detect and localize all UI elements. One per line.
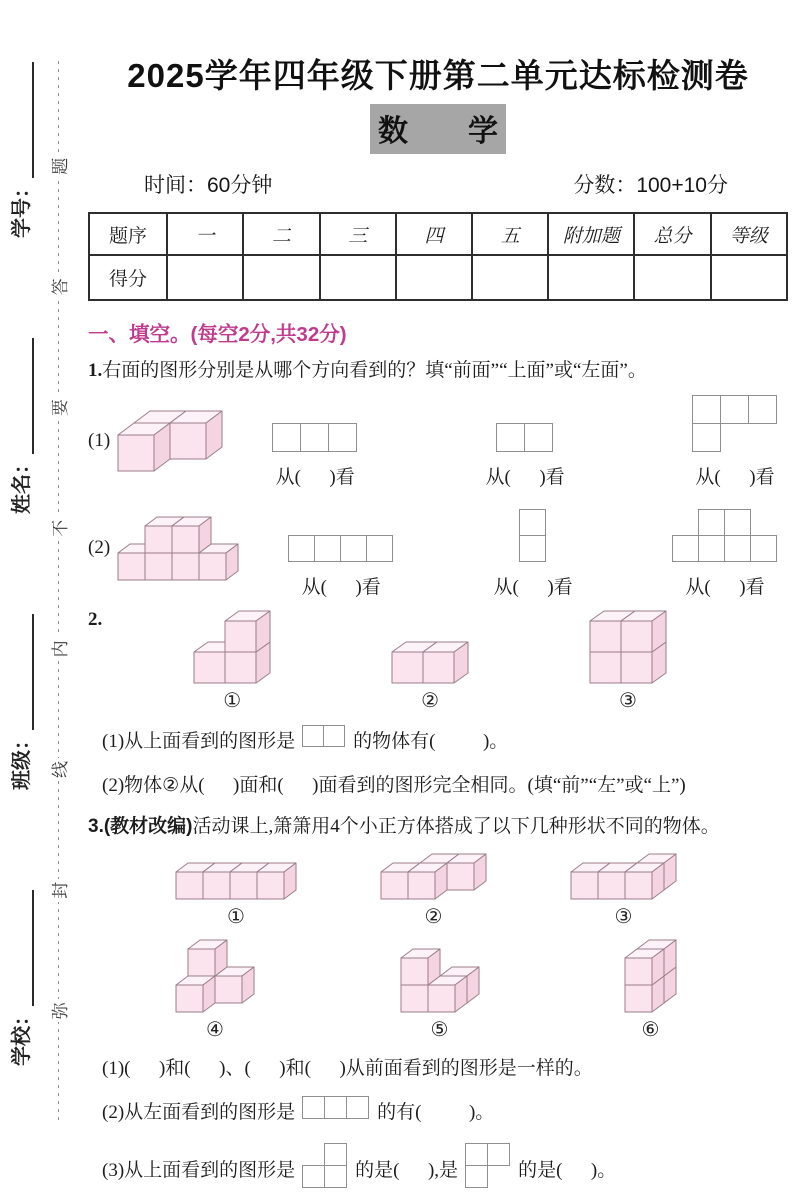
- cube-figure: [192, 609, 272, 685]
- field-blank-line: [16, 338, 34, 454]
- view-grid: [302, 1096, 370, 1120]
- cube-solid-figure: [116, 515, 240, 582]
- score-table-header-cell: 等级: [711, 213, 787, 255]
- view-option: [486, 393, 565, 489]
- subject-title: 数 学: [370, 104, 506, 154]
- score-table-header-cell: 五: [472, 213, 548, 255]
- field-label: 姓名：: [10, 454, 33, 514]
- grid-cell: [519, 535, 546, 562]
- view-options: [240, 497, 788, 599]
- question2-sub1: (1)从上面看到的图形是 的物体有( )。: [102, 725, 788, 757]
- grid-cell: [302, 725, 324, 747]
- score-table-header-row: [89, 213, 787, 255]
- figure-number-label: ②: [421, 688, 440, 713]
- figure-number-label: ③: [614, 903, 633, 928]
- view-caption: 从( )看: [685, 577, 765, 599]
- question3-number: 3.(教材改编): [88, 816, 193, 838]
- grid-cell: [300, 423, 329, 452]
- grid-cell: [720, 395, 749, 424]
- numbered-figure: [174, 861, 298, 928]
- seal-line-character: 不: [46, 517, 71, 540]
- page-title: 2025学年四年级下册第二单元达标检测卷: [127, 57, 749, 94]
- grid-cell: [324, 1143, 347, 1166]
- question3-sub3: (3)从上面看到的图形是 的是( ),是 的是( )。: [102, 1143, 788, 1198]
- score-table-header-cell: 附加题: [548, 213, 634, 255]
- top-view-shape: [302, 725, 346, 757]
- numbered-figure: [390, 640, 470, 712]
- grid-cell: [465, 1165, 488, 1188]
- grid-cell: [672, 535, 699, 562]
- view-grid: [302, 725, 346, 748]
- seal-line-character: 题: [46, 155, 71, 178]
- grid-cell: [465, 1143, 488, 1166]
- score-cell-empty: [634, 255, 710, 300]
- seal-line-character: 要: [46, 396, 71, 419]
- score-table-header-cell: 总分: [634, 213, 710, 255]
- view-grid: [302, 1143, 348, 1189]
- view-caption: 从( )看: [695, 467, 775, 489]
- part1-label: (1): [88, 430, 111, 452]
- cube-figure: [623, 938, 678, 1014]
- grid-cell: [748, 395, 777, 424]
- grid-cell: [698, 509, 725, 536]
- figure-number-label: ⑥: [641, 1016, 660, 1041]
- score-row-label: 得分: [89, 255, 167, 300]
- grid-cell: [496, 423, 525, 452]
- student-info-field: [5, 338, 34, 514]
- view-caption: 从( )看: [493, 577, 573, 599]
- question3-figures-row1: [88, 852, 788, 928]
- score-table-header-cell: 题序: [89, 213, 167, 255]
- section1-heading: 一、填空。(每空2分,共32分): [88, 323, 347, 346]
- seal-line-character: 答: [46, 275, 71, 298]
- cube-figure: [569, 852, 678, 901]
- cube-figure: [399, 938, 481, 1014]
- part2-label: (2): [88, 537, 111, 559]
- grid-cell: [487, 1143, 510, 1166]
- cube-solid-figure: [116, 409, 224, 473]
- cube-figure: [174, 861, 298, 901]
- grid-cell: [698, 535, 725, 562]
- view-grid: [672, 509, 778, 563]
- question1-text: 1.右面的图形分别是从哪个方向看到的？填“前面”“上面”或“左面”。: [88, 360, 647, 381]
- question3-sub2: (2)从左面看到的图形是 的有( )。: [102, 1096, 788, 1129]
- grid-cell: [272, 423, 301, 452]
- question1-number: 1.: [88, 360, 103, 381]
- cube-figure: [116, 409, 224, 473]
- view-option: [272, 393, 358, 489]
- score-cell-empty: [167, 255, 243, 300]
- grid-cell: [724, 535, 751, 562]
- grid-cell: [519, 509, 546, 536]
- view-caption: 从( )看: [275, 467, 355, 489]
- grid-cell: [750, 535, 777, 562]
- seal-line-character: 弥: [46, 999, 71, 1022]
- score-cell-empty: [396, 255, 472, 300]
- view-grid: [272, 423, 358, 453]
- grid-cell: [302, 1165, 325, 1188]
- view-caption: 从( )看: [301, 577, 381, 599]
- question3-figures-row2: [88, 938, 788, 1041]
- grid-cell: [346, 1096, 369, 1119]
- cube-figure: [116, 515, 240, 582]
- field-label: 班级：: [10, 730, 33, 790]
- question2-number: 2.: [88, 609, 103, 631]
- question1-part1-row: [88, 393, 788, 489]
- field-label: 学号：: [10, 178, 33, 238]
- left-view-shape: [302, 1096, 370, 1129]
- view-grid: [692, 395, 778, 453]
- view-grid: [496, 423, 554, 453]
- score-table-score-row: [89, 255, 787, 300]
- grid-cell: [302, 1096, 325, 1119]
- view-option: [494, 497, 573, 599]
- numbered-figure: [399, 938, 481, 1041]
- view-option: [288, 497, 394, 599]
- student-info-field: [5, 890, 34, 1066]
- total-score-label: 分数：100+10分: [573, 174, 728, 197]
- score-cell-empty: [320, 255, 396, 300]
- numbered-figure: [192, 609, 272, 712]
- grid-cell: [288, 535, 315, 562]
- top-view-shape-a: [302, 1143, 348, 1198]
- numbered-figure: [379, 852, 488, 928]
- grid-cell: [692, 395, 721, 424]
- question1-part2-row: [88, 497, 788, 599]
- score-cell-empty: [472, 255, 548, 300]
- cube-figure: [390, 640, 470, 685]
- view-grid: [288, 535, 394, 563]
- view-option: [672, 497, 778, 599]
- view-grid: [519, 509, 547, 563]
- cube-figure: [174, 938, 256, 1014]
- figure-number-label: ⑤: [430, 1016, 449, 1041]
- numbered-figure: [588, 609, 668, 712]
- grid-cell: [314, 535, 341, 562]
- time-label: 时间：60分钟: [144, 174, 273, 197]
- grid-cell: [724, 509, 751, 536]
- numbered-figure: [623, 938, 678, 1041]
- view-options: [224, 393, 788, 489]
- score-cell-empty: [711, 255, 787, 300]
- seal-line-character: 封: [46, 879, 71, 902]
- grid-cell: [328, 423, 357, 452]
- score-cell-empty: [548, 255, 634, 300]
- numbered-figure: [569, 852, 678, 928]
- question2-sub2: (2)物体②从( )面和( )面看到的图形完全相同。(填“前”“左”或“上”): [102, 774, 686, 796]
- exam-content: [88, 0, 788, 1198]
- figure-number-label: ④: [206, 1016, 224, 1041]
- score-table-header-cell: 三: [320, 213, 396, 255]
- field-label: 学校：: [10, 1006, 33, 1066]
- question3-text: 3.(教材改编)活动课上,箫箫用4个小正方体搭成了以下几种形状不同的物体。: [88, 816, 720, 838]
- question2-figures: [88, 609, 788, 712]
- figure-number-label: ①: [223, 688, 242, 713]
- cube-figure: [588, 609, 668, 685]
- numbered-figure: [174, 938, 256, 1041]
- student-info-field: [5, 62, 34, 238]
- score-table: [88, 212, 788, 301]
- grid-cell: [692, 423, 721, 452]
- score-table-header-cell: 四: [396, 213, 472, 255]
- subject-row: [88, 104, 788, 154]
- question3-sub1: (1)( )和( )、( )和( )从前面看到的图形是一样的。: [102, 1057, 593, 1079]
- score-table-header-cell: 二: [243, 213, 319, 255]
- cube-figure: [379, 852, 488, 901]
- figure-number-label: ①: [227, 903, 245, 928]
- student-info-field: [5, 614, 34, 790]
- score-cell-empty: [243, 255, 319, 300]
- top-view-shape-b: [465, 1143, 511, 1198]
- view-option: [692, 393, 778, 489]
- student-info-fields: [6, 62, 32, 1066]
- seal-line-character: 内: [46, 637, 71, 660]
- info-row: [144, 169, 728, 199]
- figure-number-label: ③: [619, 688, 637, 713]
- field-blank-line: [16, 890, 34, 1006]
- view-caption: 从( )看: [485, 467, 565, 489]
- grid-cell: [323, 725, 345, 747]
- grid-cell: [366, 535, 393, 562]
- grid-cell: [324, 1165, 347, 1188]
- grid-cell: [524, 423, 553, 452]
- grid-cell: [324, 1096, 347, 1119]
- seal-line-character: 线: [46, 758, 71, 781]
- score-table-header-cell: 一: [167, 213, 243, 255]
- field-blank-line: [16, 614, 34, 730]
- view-grid: [465, 1143, 511, 1189]
- figure-number-label: ②: [424, 903, 443, 928]
- seal-line: [46, 57, 70, 1120]
- field-blank-line: [16, 62, 34, 178]
- grid-cell: [340, 535, 367, 562]
